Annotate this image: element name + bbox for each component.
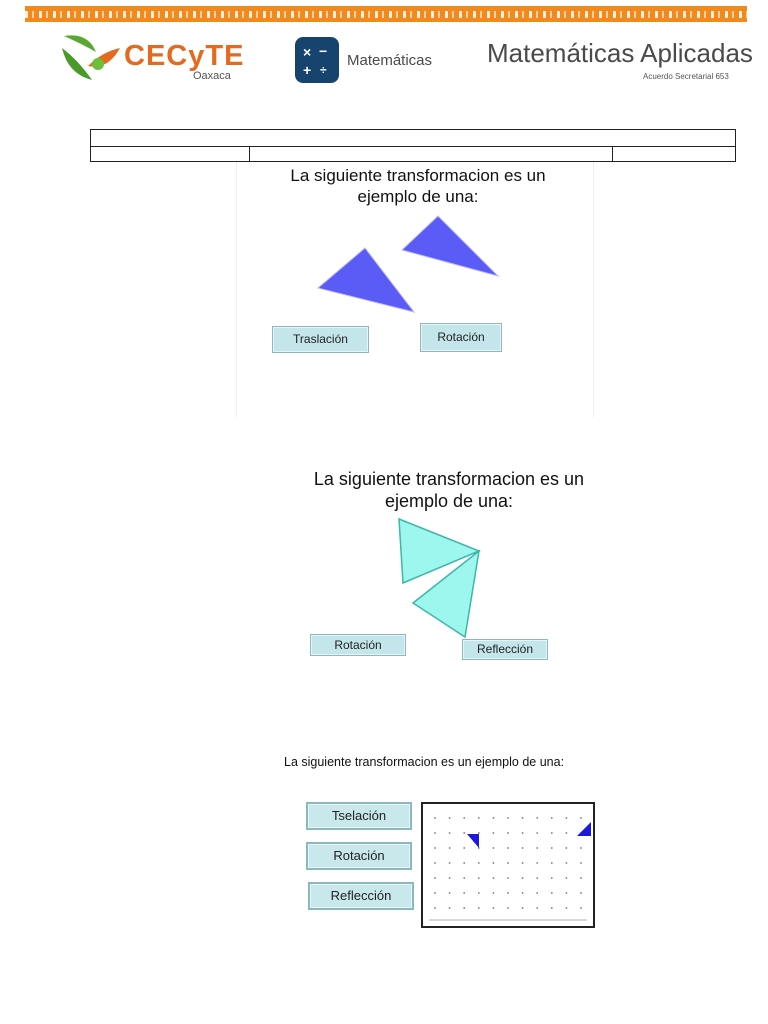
agreement-label: Acuerdo Secretarial 653 — [643, 72, 729, 81]
grid-dot — [566, 892, 568, 894]
grid-dot — [478, 862, 480, 864]
grid-dot — [566, 862, 568, 864]
triangle-transformed — [318, 248, 414, 312]
grid-dot — [434, 862, 436, 864]
header-stripe — [25, 6, 747, 22]
grid-dot — [493, 892, 495, 894]
grid-dot — [536, 892, 538, 894]
grid-dot — [463, 877, 465, 879]
course-title: Matemáticas Aplicadas — [487, 38, 753, 68]
exercise-1-question: La siguiente transformacion es un ejemplo de una: — [290, 166, 546, 206]
grid-dot — [478, 832, 480, 834]
grid-dot — [522, 847, 524, 849]
grid-dot — [536, 817, 538, 819]
exercise-3-question: La siguiente transformacion es un ejemplo de una: — [284, 755, 565, 769]
exercise-3-grid — [421, 802, 595, 928]
grid-dot — [580, 817, 582, 819]
grid-dot — [536, 907, 538, 909]
grid-dot — [493, 877, 495, 879]
svg-text:÷: ÷ — [320, 63, 327, 77]
info-table — [90, 129, 736, 162]
grid-dot — [449, 877, 451, 879]
grid-dot — [536, 832, 538, 834]
grid-dot — [536, 877, 538, 879]
grid-dot — [463, 847, 465, 849]
grid-dot — [434, 832, 436, 834]
grid-dot — [507, 817, 509, 819]
exercise-1-triangles — [310, 210, 510, 320]
school-name: CECyTE — [124, 40, 245, 72]
grid-dot — [551, 862, 553, 864]
grid-dot — [463, 817, 465, 819]
grid-dot — [463, 892, 465, 894]
grid-dot — [522, 817, 524, 819]
grid-dot — [551, 877, 553, 879]
grid-dot — [449, 832, 451, 834]
grid-dot — [522, 832, 524, 834]
grid-dot — [463, 862, 465, 864]
school-location: Oaxaca — [193, 70, 231, 82]
grid-dot — [566, 817, 568, 819]
grid-dot — [551, 907, 553, 909]
grid-dot — [507, 847, 509, 849]
option-teselacion-button[interactable]: Tselación — [306, 802, 412, 830]
grid-dot — [434, 877, 436, 879]
svg-text:×: × — [303, 44, 312, 60]
grid-dot — [507, 862, 509, 864]
grid-dot — [507, 832, 509, 834]
grid-dot — [507, 907, 509, 909]
svg-text:+: + — [303, 62, 312, 78]
math-subject-icon — [295, 37, 339, 83]
grid-dot — [566, 907, 568, 909]
grid-dot — [566, 832, 568, 834]
grid-dot — [463, 832, 465, 834]
grid-dot — [507, 877, 509, 879]
grid-dot — [434, 847, 436, 849]
grid-dot — [580, 862, 582, 864]
option-reflexion-button[interactable]: Reflección — [308, 882, 414, 910]
grid-dot — [493, 832, 495, 834]
option-reflexion-button[interactable]: Reflección — [462, 639, 548, 660]
grid-dot — [449, 892, 451, 894]
grid-dot — [566, 877, 568, 879]
grid-dot — [493, 907, 495, 909]
grid-dot — [434, 817, 436, 819]
grid-dot — [478, 877, 480, 879]
subject-label: Matemáticas — [347, 52, 433, 69]
grid-dot — [449, 862, 451, 864]
grid-dot — [522, 907, 524, 909]
option-rotacion-button[interactable]: Rotación — [310, 634, 406, 656]
grid-dot — [522, 877, 524, 879]
grid-dot — [493, 817, 495, 819]
cecyte-logo-icon — [58, 30, 128, 86]
grid-dot — [493, 862, 495, 864]
exercise-2-question: La siguiente transformacion es un ejemplo de una: — [313, 469, 585, 511]
svg-text:−: − — [319, 43, 328, 59]
grid-dot — [522, 862, 524, 864]
grid-dot — [551, 847, 553, 849]
grid-dot — [434, 892, 436, 894]
option-rotacion-button[interactable]: Rotación — [306, 842, 412, 870]
exercise-2-triangles — [395, 515, 490, 640]
grid-dot — [580, 847, 582, 849]
grid-dot — [493, 847, 495, 849]
grid-dot — [463, 907, 465, 909]
grid-dot — [551, 817, 553, 819]
grid-dot — [478, 892, 480, 894]
grid-dot — [449, 817, 451, 819]
grid-dot — [434, 907, 436, 909]
grid-dot — [449, 907, 451, 909]
dot-grid — [423, 804, 593, 926]
grid-dot — [580, 892, 582, 894]
triangle-original — [402, 216, 498, 276]
grid-dot — [536, 847, 538, 849]
grid-dot — [522, 892, 524, 894]
grid-dot — [566, 847, 568, 849]
option-rotacion-button[interactable]: Rotación — [420, 323, 502, 352]
grid-dot — [478, 907, 480, 909]
triangle-transformed — [577, 822, 591, 836]
grid-dot — [507, 892, 509, 894]
grid-dot — [580, 877, 582, 879]
grid-dot — [449, 847, 451, 849]
triangle-original — [467, 834, 479, 848]
grid-dot — [580, 907, 582, 909]
option-traslacion-button[interactable]: Traslación — [272, 326, 369, 353]
grid-dot — [551, 832, 553, 834]
grid-dot — [551, 892, 553, 894]
grid-dot — [478, 817, 480, 819]
grid-dot — [536, 862, 538, 864]
